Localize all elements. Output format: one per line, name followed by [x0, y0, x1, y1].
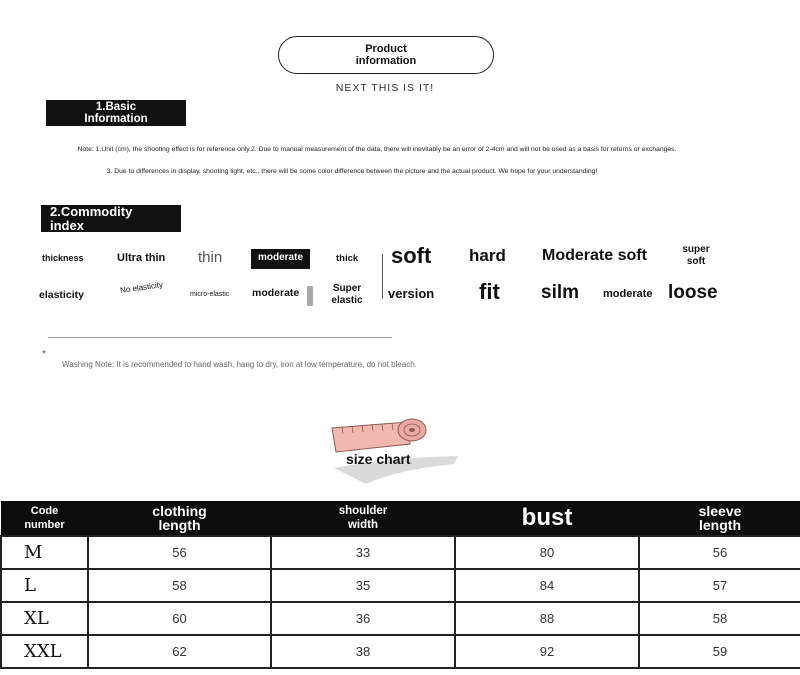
shoulder-width-cell: 35 — [271, 569, 455, 602]
table-row — [1, 569, 800, 602]
washing-note: Washing Note: It is recommended to hand wash, hang to dry, iron at low temperature, do not bleach. — [62, 360, 417, 369]
elasticity-super: Super elastic — [331, 283, 363, 306]
header-clothing-length: clothing length — [88, 501, 271, 536]
bust-cell: 84 — [455, 569, 639, 602]
separator-line — [48, 337, 392, 338]
sleeve-length-cell: 58 — [639, 602, 800, 635]
sleeve-length-cell: 56 — [639, 536, 800, 569]
elasticity-label: elasticity — [39, 289, 84, 301]
bust-cell: 88 — [455, 602, 639, 635]
divider-line — [382, 254, 383, 299]
size-cell: XXL — [1, 635, 88, 668]
thickness-label: thickness — [42, 253, 84, 263]
sleeve-length-cell: 57 — [639, 569, 800, 602]
header-sleeve-length: sleeve length — [639, 501, 800, 536]
size-cell: L — [1, 569, 88, 602]
size-table — [0, 501, 800, 669]
shoulder-width-cell: 38 — [271, 635, 455, 668]
version-fit: fit — [479, 279, 500, 304]
header-bust: bust — [455, 501, 639, 536]
basic-information-label: 1.Basic Information — [46, 100, 186, 126]
product-information-label: Product information — [355, 43, 417, 67]
commodity-index-label: 2.Commodity index — [41, 205, 181, 232]
version-silm: silm — [541, 282, 580, 303]
asterisk-icon: * — [42, 349, 46, 360]
note-line-2: 3. Due to differences in display, shooting light, etc., there will be some color difference between the picture and the actual product. We hope for your understanding! — [106, 168, 598, 175]
size-cell: M — [1, 536, 88, 569]
version-label: version — [388, 286, 435, 301]
thickness-moderate-selected: moderate — [251, 249, 310, 269]
softness-moderate-soft: Moderate soft — [542, 247, 647, 264]
thickness-ultra-thin: Ultra thin — [117, 252, 166, 264]
softness-hard: hard — [469, 246, 506, 265]
thickness-thin: thin — [198, 249, 223, 266]
version-moderate: moderate — [603, 288, 653, 300]
header-code-number: Code number — [1, 501, 88, 536]
clothing-length-cell: 58 — [88, 569, 271, 602]
elasticity-micro: micro-elastic — [190, 291, 230, 298]
bust-cell: 92 — [455, 635, 639, 668]
thickness-thick: thick — [336, 253, 359, 264]
clothing-length-cell: 62 — [88, 635, 271, 668]
size-chart-title: size chart — [346, 451, 411, 467]
shoulder-width-cell: 33 — [271, 536, 455, 569]
version-loose: loose — [668, 282, 718, 303]
header-shoulder-width: shoulder width — [271, 501, 455, 536]
elasticity-none: No elasticity — [119, 280, 164, 296]
table-row — [1, 536, 800, 569]
table-row — [1, 602, 800, 635]
subtitle: NEXT THIS IS IT! — [335, 82, 435, 94]
note-line-1: Note: 1.Unit (cm), the shooting effect is for reference only.2. Due to manual measurement of the data, there will inevitably be an error of 2-4cm and will not be used as a basis for returns or exchanges. — [77, 146, 677, 153]
size-table-header — [1, 501, 800, 536]
sleeve-length-cell: 59 — [639, 635, 800, 668]
elasticity-moderate-selected: moderate — [252, 286, 313, 306]
clothing-length-cell: 60 — [88, 602, 271, 635]
bust-cell: 80 — [455, 536, 639, 569]
softness-super-soft: super soft — [682, 244, 710, 267]
size-cell: XL — [1, 602, 88, 635]
softness-soft: soft — [391, 243, 432, 268]
product-information-pill — [278, 36, 494, 74]
clothing-length-cell: 56 — [88, 536, 271, 569]
table-row — [1, 635, 800, 668]
shoulder-width-cell: 36 — [271, 602, 455, 635]
